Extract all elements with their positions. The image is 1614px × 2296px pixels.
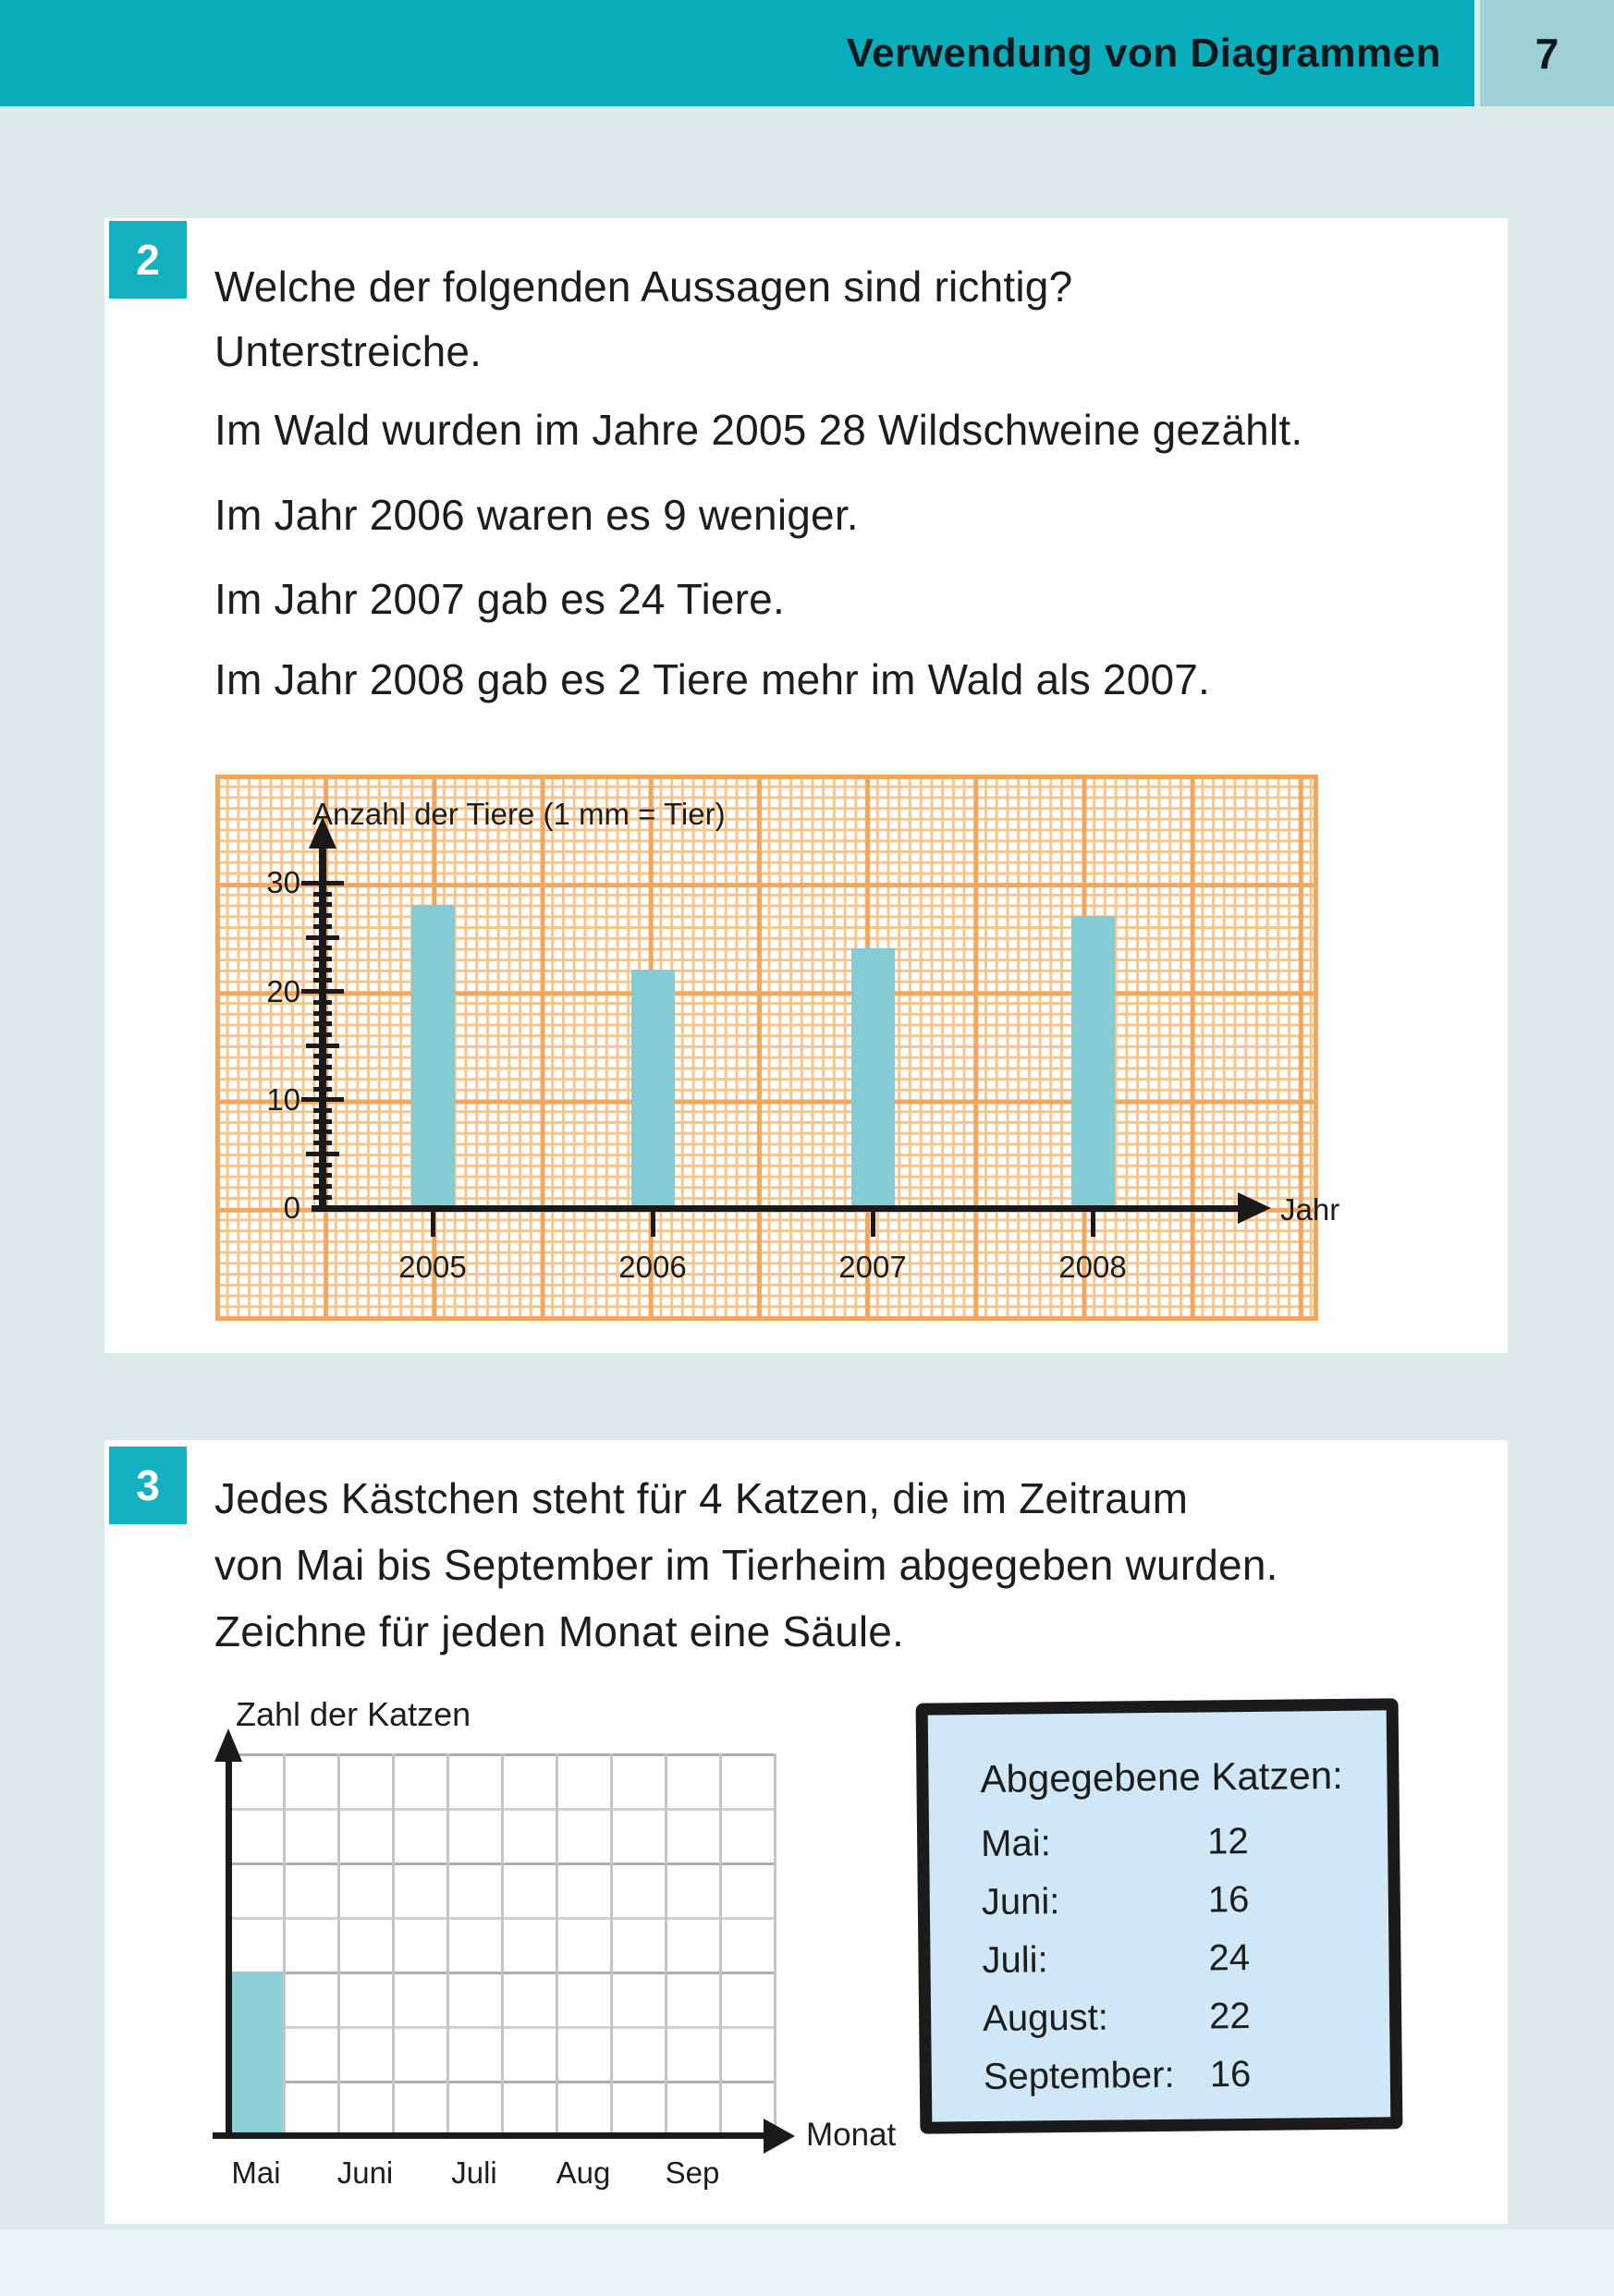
task2-number-badge [109,221,187,299]
page-number-box [1480,0,1614,106]
chart2-bar-mai [231,1972,283,2135]
chart1-x-axis [312,1205,1240,1212]
chart1-y-tick [313,1141,332,1145]
task2-statement-2008: Im Jahr 2008 gab es 2 Tiere mehr im Wald als 2007. [214,655,1211,703]
chart1-x-tick-label: 2007 [838,1250,907,1284]
chart1-y-tick-label: 10 [266,1081,300,1117]
page-header [0,0,1614,106]
infobox-row-september [984,2053,1354,2115]
chart1-bar-2006 [631,970,675,1208]
chart1-y-tick-label: 30 [266,865,300,900]
infobox-value-august: 22 [1208,1995,1251,2037]
chart2-x-axis [213,2132,767,2139]
chart1-y-tick [313,1108,332,1113]
chart1-y-tick [313,1065,332,1069]
chart1-y-tick [313,968,332,972]
infobox-row-august [983,1995,1353,2057]
infobox-value-juli: 24 [1208,1936,1251,1979]
task2-number: 2 [136,236,160,284]
chart1-x-tick [871,1212,875,1237]
chart2-x-axis-label: Monat [806,2117,897,2153]
chart1-y-tick [306,1044,339,1048]
chart1-y-tick [313,1011,332,1016]
chart1-y-tick [313,1021,332,1026]
page-title: Verwendung von Diagrammen [846,30,1441,76]
chart1-y-tick [313,1195,332,1200]
chart1-x-tick [651,1212,655,1237]
infobox-value-juni: 16 [1207,1878,1250,1921]
infobox-label-mai: Mai: [980,1823,1051,1865]
task2-statement-2007: Im Jahr 2007 gab es 24 Tiere. [214,575,785,623]
chart1-y-tick [313,1000,332,1005]
chart1-y-tick-label: 20 [266,973,300,1008]
infobox-row-juli [982,1936,1352,1998]
chart1-x-tick-label: 2006 [618,1250,687,1284]
chart1-y-tick [313,902,332,907]
chart2-x-axis-arrow-icon [764,2119,795,2154]
chart1-x-axis-arrow-icon [1238,1192,1271,1224]
chart1-y-tick [301,989,344,994]
chart1-y-tick [313,924,332,929]
infobox-value-mai: 12 [1206,1820,1249,1862]
infobox-row-juni [982,1878,1352,1940]
chart1-x-tick [431,1212,435,1237]
infobox-value-september: 16 [1209,2053,1252,2095]
task2-statement-2005: Im Wald wurden im Jahre 2005 28 Wildschweine gezählt. [214,406,1303,454]
task3-number: 3 [136,1461,160,1509]
chart2-month-label-juni: Juni [336,2156,394,2190]
chart1-x-axis-label: Jahr [1280,1192,1340,1227]
task2-question-line2: Unterstreiche. [214,327,483,375]
task3-text-line3: Zeichne für jeden Monat eine Säule. [214,1607,905,1655]
chart1-y-tick [313,1119,332,1124]
chart1-x-tick-label: 2008 [1058,1250,1127,1284]
chart2-month-label-mai: Mai [231,2156,281,2190]
chart1-y-tick [301,1097,344,1102]
infobox-row-mai [981,1820,1351,1882]
header-bar [0,0,1474,106]
infobox-rows [981,1820,1353,2115]
page-number: 7 [1535,29,1559,78]
chart2-y-axis [226,1760,232,2139]
chart2-y-axis-arrow-icon [214,1728,242,1762]
chart1-y-tick-label: 0 [283,1191,300,1225]
task2-question-line1: Welche der folgenden Aussagen sind richtig? [214,263,1073,311]
chart1-y-tick [306,1152,339,1156]
infobox-label-august: August: [982,1997,1109,2040]
chart2-grid [228,1753,776,2135]
chart1-y-tick [313,892,332,897]
task3-text-line1: Jedes Kästchen steht für 4 Katzen, die im Zeitraum [214,1474,1189,1522]
chart1-bar-2005 [411,905,455,1208]
chart2-month-label-aug: Aug [556,2156,611,2190]
infobox-label-juli: Juli: [982,1939,1048,1982]
infobox-label-juni: Juni: [981,1881,1060,1924]
chart2-axis-title: Zahl der Katzen [236,1695,471,1733]
chart1-y-tick [313,1032,332,1037]
chart1-y-tick [313,1054,332,1058]
chart1-y-tick [313,1173,332,1178]
chart1-y-tick [313,946,332,950]
task2-statement-2006: Im Jahr 2006 waren es 9 weniger. [214,491,859,539]
chart2-month-label-sep: Sep [665,2156,720,2190]
chart1-y-tick [313,957,332,961]
chart1-y-tick [313,913,332,918]
chart2-month-label-juli: Juli [451,2156,497,2190]
katzen-chart-plot [139,1682,1045,2224]
chart1-x-tick [1091,1212,1095,1237]
footer-strip [0,2229,1614,2296]
chart1-y-tick [313,1087,332,1092]
chart1-x-tick-label: 2005 [398,1250,467,1284]
chart1-bar-2008 [1071,916,1115,1208]
chart1-y-tick [313,1130,332,1134]
chart1-y-tick [313,978,332,983]
task3-text-line2: von Mai bis September im Tierheim abgegeben wurden. [214,1541,1278,1589]
task3-number-badge [109,1447,187,1524]
abgegebene-katzen-box [916,1698,1403,2133]
chart1-y-tick [313,1184,332,1189]
wildschwein-chart-plot [215,775,1340,1321]
chart1-y-tick [313,1076,332,1081]
chart1-axis-title: Anzahl der Tiere (1 mm = Tier) [312,797,726,831]
infobox-title: Abgegebene Katzen: [980,1753,1344,1801]
chart1-y-tick [306,935,339,940]
infobox-label-september: September: [983,2054,1175,2097]
chart1-y-tick [313,1163,332,1167]
chart1-y-tick [301,881,344,885]
chart1-bar-2007 [851,948,895,1208]
